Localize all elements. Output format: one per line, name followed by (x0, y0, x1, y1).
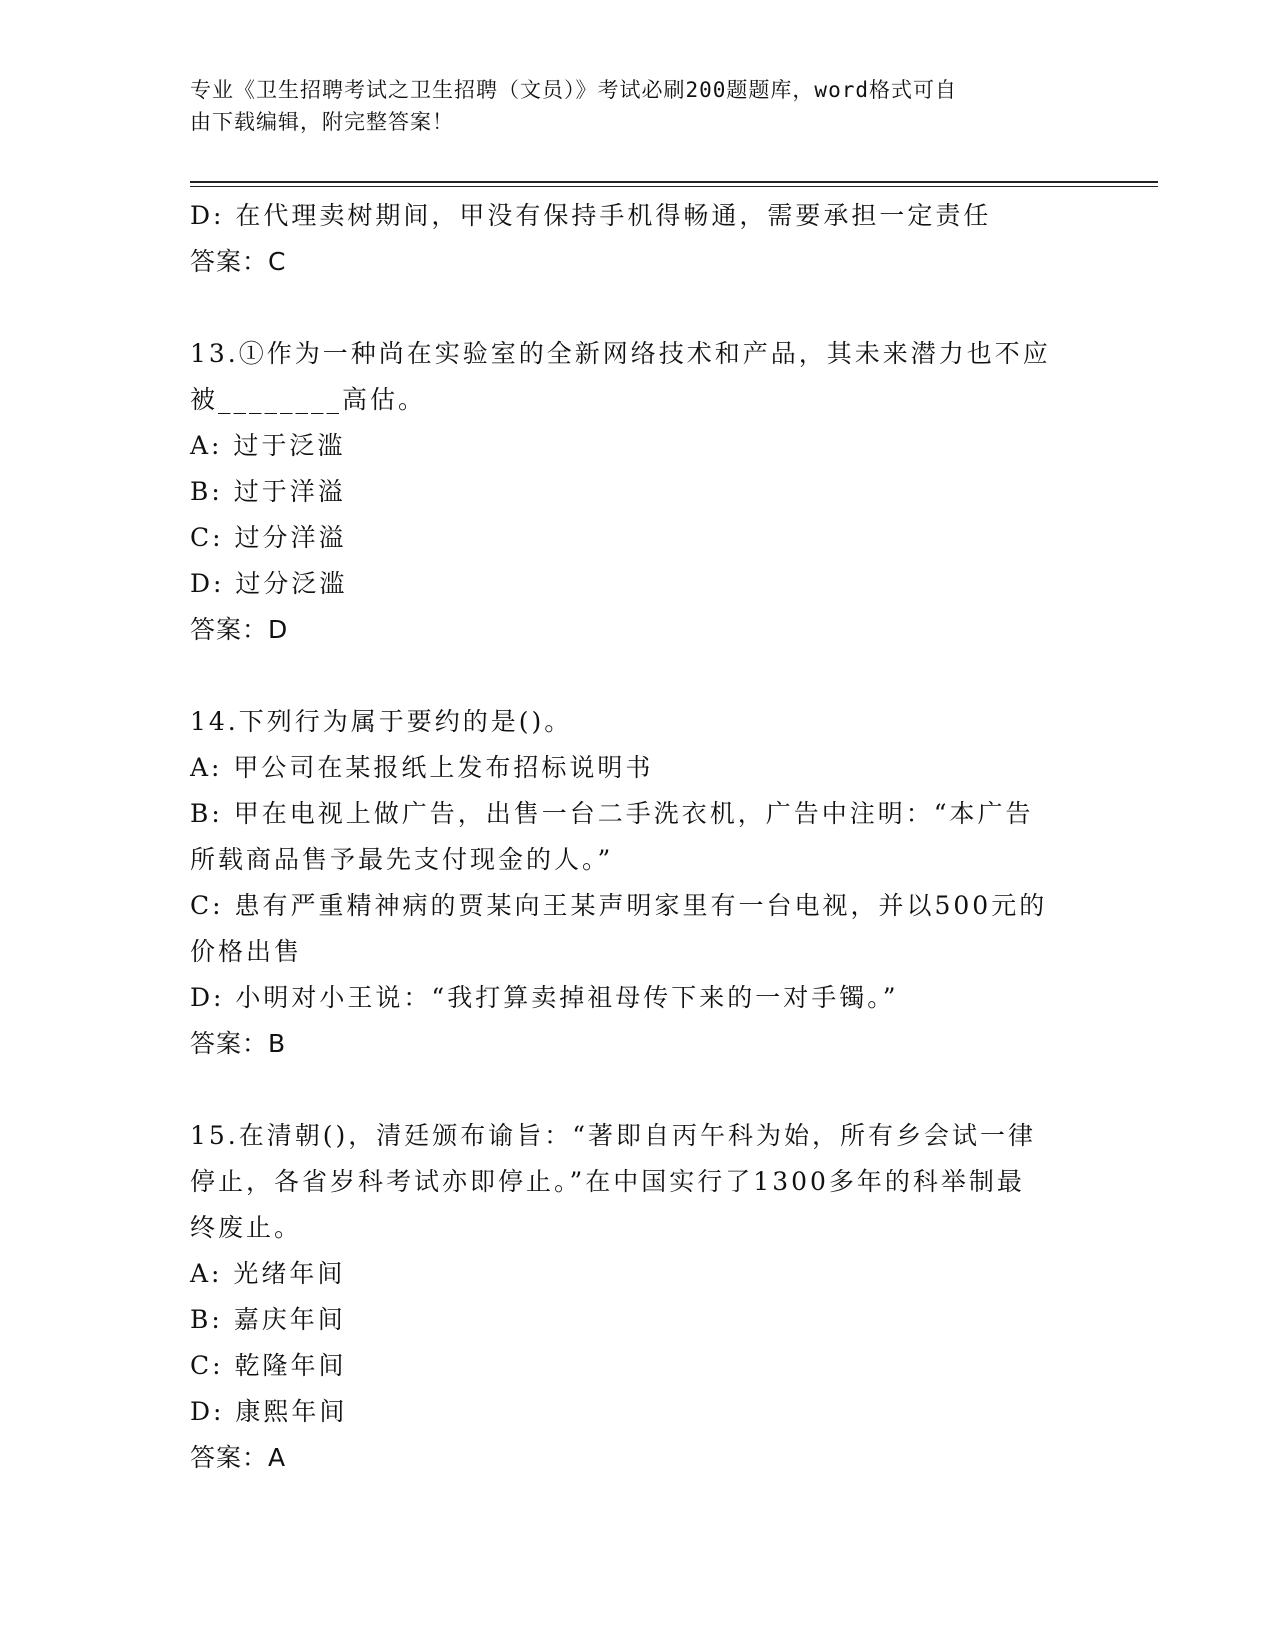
question-13 (190, 331, 1090, 653)
question-text-cont: 停止，各省岁科考试亦即停止。”在中国实行了1300多年的科举制最 (190, 1167, 1025, 1196)
question-text-cont: 被________高估。 (190, 385, 427, 414)
spacer (190, 653, 1090, 699)
question-text: 14.下列行为属于要约的是()。 (190, 707, 573, 736)
answer-line: 答案：A (190, 1443, 287, 1472)
question-text-cont: 终废止。 (190, 1213, 303, 1242)
header-line-2: 由下载编辑，附完整答案！ (190, 110, 454, 134)
option-b: B: 过于洋溢 (190, 477, 346, 506)
spacer (190, 285, 1090, 331)
option-d: D: 在代理卖树期间，甲没有保持手机得畅通，需要承担一定责任 (190, 201, 992, 230)
question-list (190, 193, 1090, 1481)
answer-line: 答案：C (190, 247, 287, 276)
option-c-cont: 价格出售 (190, 937, 303, 966)
question-14 (190, 699, 1090, 1067)
answer-line: 答案：D (190, 615, 289, 644)
header-divider (190, 181, 1158, 183)
question-text: 15.在清朝()，清廷颁布谕旨：“著即自丙午科为始，所有乡会试一律 (190, 1121, 1037, 1150)
option-d: D: 过分泛滥 (190, 569, 348, 598)
option-c: C: 患有严重精神病的贾某向王某声明家里有一台电视，并以500元的 (190, 891, 1048, 920)
option-a: A: 甲公司在某报纸上发布招标说明书 (190, 753, 654, 782)
option-b-cont: 所载商品售予最先支付现金的人。” (190, 845, 614, 874)
option-b: B: 嘉庆年间 (190, 1305, 346, 1334)
header-divider-thin (190, 186, 1158, 187)
spacer (190, 1067, 1090, 1113)
document-header (190, 74, 1090, 138)
option-a: A: 光绪年间 (190, 1259, 346, 1288)
option-d: D: 小明对小王说：“我打算卖掉祖母传下来的一对手镯。” (190, 983, 899, 1012)
option-c: C: 乾隆年间 (190, 1351, 347, 1380)
question-12-tail (190, 193, 1090, 285)
header-line-1: 专业《卫生招聘考试之卫生招聘（文员）》考试必刷200题题库，word格式可自 (190, 78, 957, 102)
option-c: C: 过分洋溢 (190, 523, 347, 552)
answer-line: 答案：B (190, 1029, 287, 1058)
option-a: A: 过于泛滥 (190, 431, 346, 460)
option-d: D: 康熙年间 (190, 1397, 348, 1426)
option-b: B: 甲在电视上做广告，出售一台二手洗衣机，广告中注明：“本广告 (190, 799, 1034, 828)
question-15 (190, 1113, 1090, 1481)
question-text: 13.①作为一种尚在实验室的全新网络技术和产品，其未来潜力也不应 (190, 339, 1051, 368)
